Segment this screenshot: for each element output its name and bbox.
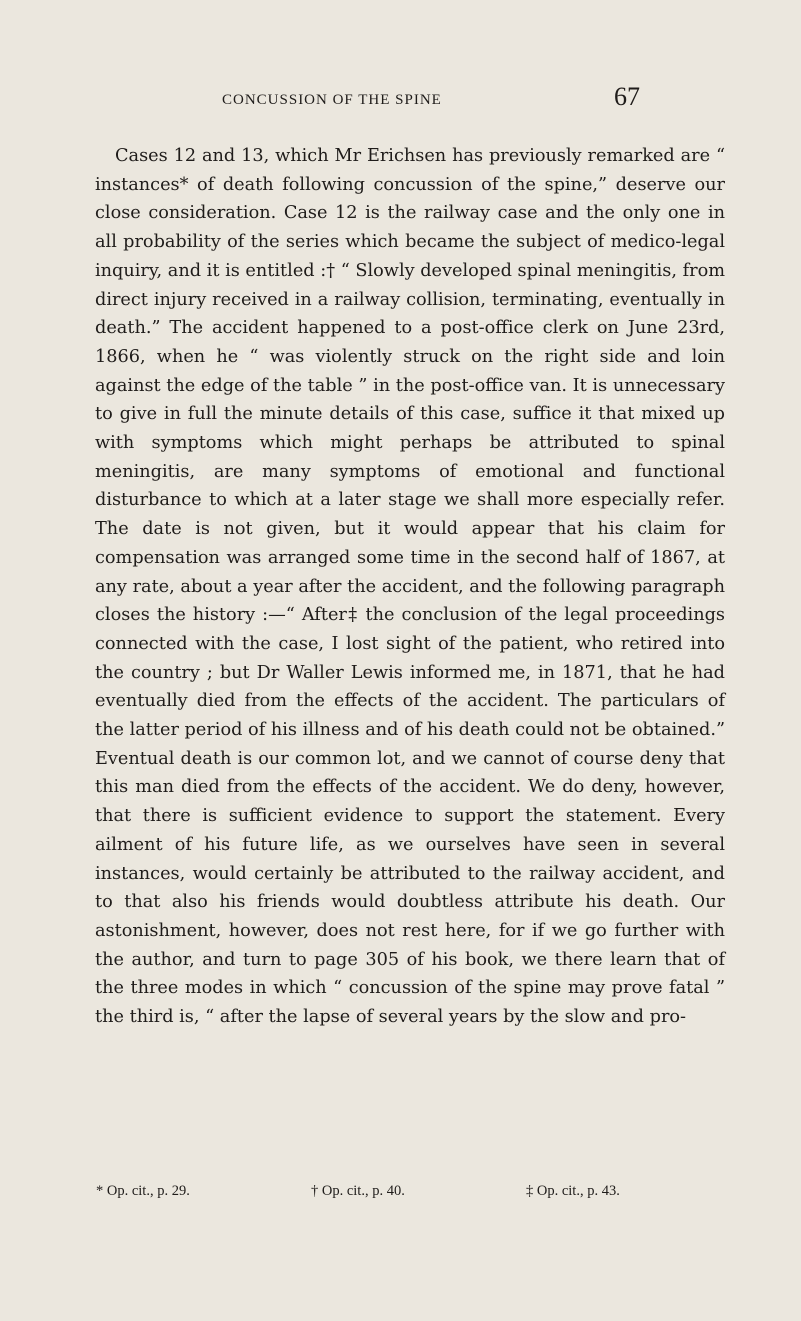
running-header: CONCUSSION OF THE SPINE	[222, 92, 442, 108]
footnotes	[96, 1183, 726, 1200]
footnote-2: † Op. cit., p. 40.	[311, 1183, 405, 1199]
body-paragraph: Cases 12 and 13, which Mr Erichsen has previously remarked are “ instances* of death following concussion of the spine,” deserve our close consideration. Case 12 is the railway case and the only one in all probability of the series which became the subject of medico-legal inquiry, and it is entitled :† “ Slowly developed spinal meningitis, from direct injury received in a railway collision, terminating, eventually in death.” The accident happened to a post-office clerk on June 23rd, 1866, when he “ was violently struck on the right side and loin against the edge of the table ” in the post-office van. It is unnecessary to give in full the minute details of this case, suffice it that mixed up with symptoms which might perhaps be attributed to spinal meningitis, are many symptoms of emotional and functional disturbance to which at a later stage we shall more especially refer. The date is not given, but it would appear that his claim for compensation was arranged some time in the second half of 1867, at any rate, about a year after the accident, and the following paragraph closes the history :—“ After‡ the conclusion of the legal proceedings connected with the case, I lost sight of the patient, who retired into the country ; but Dr Waller Lewis informed me, in 1871, that he had eventually died from the effects of the accident. The particulars of the latter period of his illness and of his death could not be obtained.” Eventual death is our common lot, and we cannot of course deny that this man died from the effects of the accident. We do deny, however, that there is sufficient evidence to support the statement. Every ailment of his future life, as we ourselves have seen in several instances, would certainly be attributed to the railway accident, and to that also his friends would doubtless attribute his death. Our astonishment, however, does not rest here, for if we go further with the author, and turn to page 305 of his book, we there learn that of the three modes in which “ concussion of the spine may prove fatal ” the third is, “ after the lapse of several years by the slow and pro-	[95, 146, 725, 1028]
footnote-3: ‡ Op. cit., p. 43.	[526, 1183, 620, 1199]
page-number: 67	[614, 82, 640, 111]
footnote-1: * Op. cit., p. 29.	[96, 1183, 190, 1199]
